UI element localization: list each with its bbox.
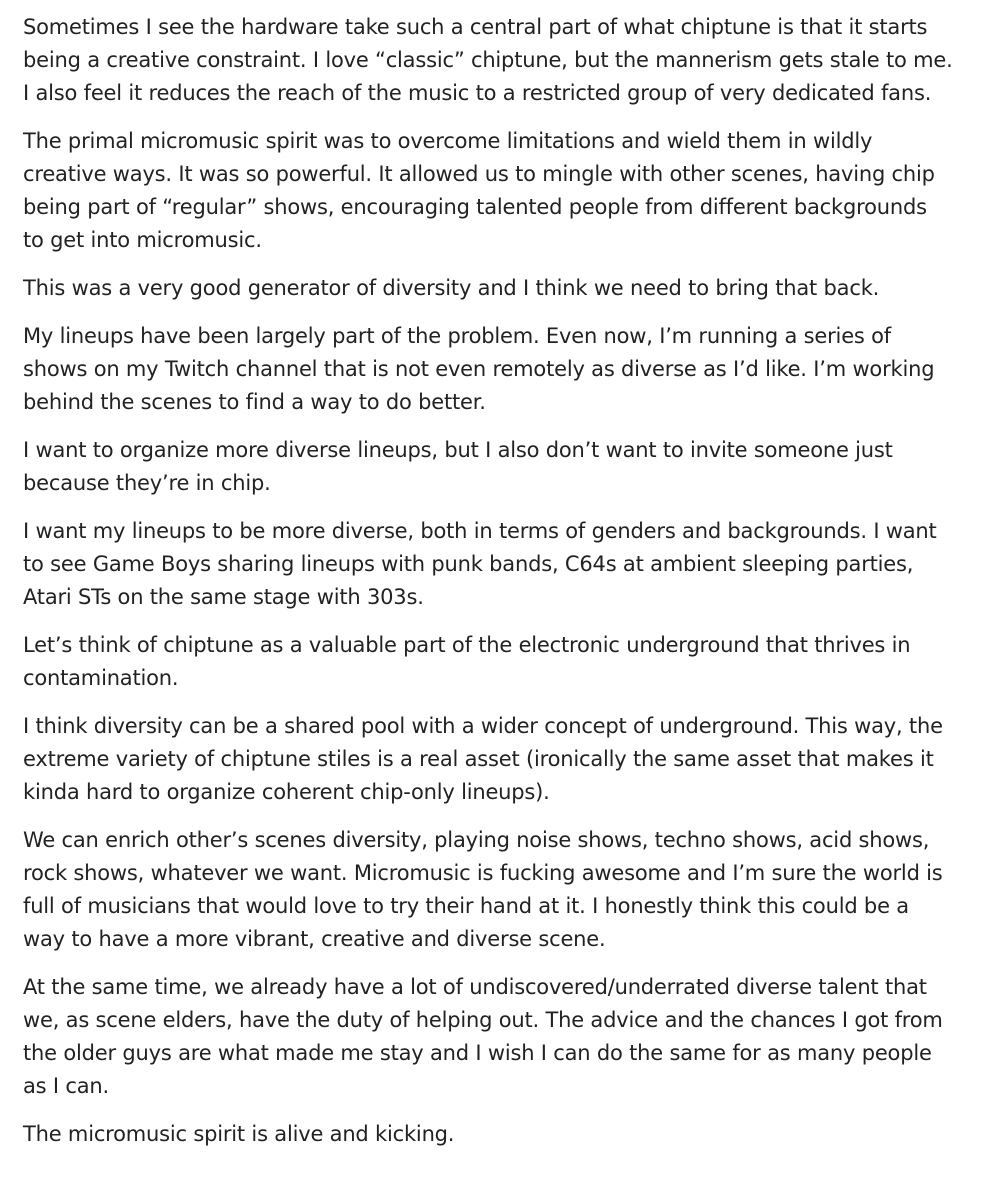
paragraph: I want my lineups to be more diverse, both in terms of genders and backgrounds. I want to see Game Boys sharing lineups with punk bands, C64s at ambient sleeping parties, Atari STs on the same stage with 303s. [23,519,937,609]
paragraph: We can enrich other’s scenes diversity, playing noise shows, techno shows, acid shows, rock shows, whatever we want. Micromusic is fucking awesome and I’m sure the world is full of musicians that would love to try their hand at it. I honestly think this could be a way to have a more vibrant, creative and diverse scene. [23,828,943,951]
paragraph: Let’s think of chiptune as a valuable part of the electronic underground that thrives in contamination. [23,633,911,690]
paragraph: The primal micromusic spirit was to overcome limitations and wield them in wildly creative ways. It was so powerful. It allowed us to mingle with other scenes, having chip being part of “regular” shows, encouraging talented people from different backgrounds to get into micromusic. [23,129,935,252]
paragraph: This was a very good generator of diversity and I think we need to bring that back. [23,276,880,300]
paragraph: I want to organize more diverse lineups, but I also don’t want to invite someone just because they’re in chip. [23,438,893,495]
paragraph: My lineups have been largely part of the problem. Even now, I’m running a series of shows on my Twitch channel that is not even remotely as diverse as I’d like. I’m working behind the scenes to find a way to do better. [23,324,935,414]
paragraph: At the same time, we already have a lot of undiscovered/underrated diverse talent that we, as scene elders, have the duty of helping out. The advice and the chances I got from the older guys are what made me stay and I wish I can do the same for as many people as I can. [23,975,943,1098]
paragraph: The micromusic spirit is alive and kicking. [23,1122,455,1146]
paragraph: Sometimes I see the hardware take such a central part of what chiptune is that it starts being a creative constraint. I love “classic” chiptune, but the mannerism gets stale to me. I also feel it reduces the reach of the music to a restricted group of very dedicated fans. [23,15,953,105]
paragraph: I think diversity can be a shared pool with a wider concept of underground. This way, the extreme variety of chiptune stiles is a real asset (ironically the same asset that makes it kinda hard to organize coherent chip-only lineups). [23,714,943,804]
